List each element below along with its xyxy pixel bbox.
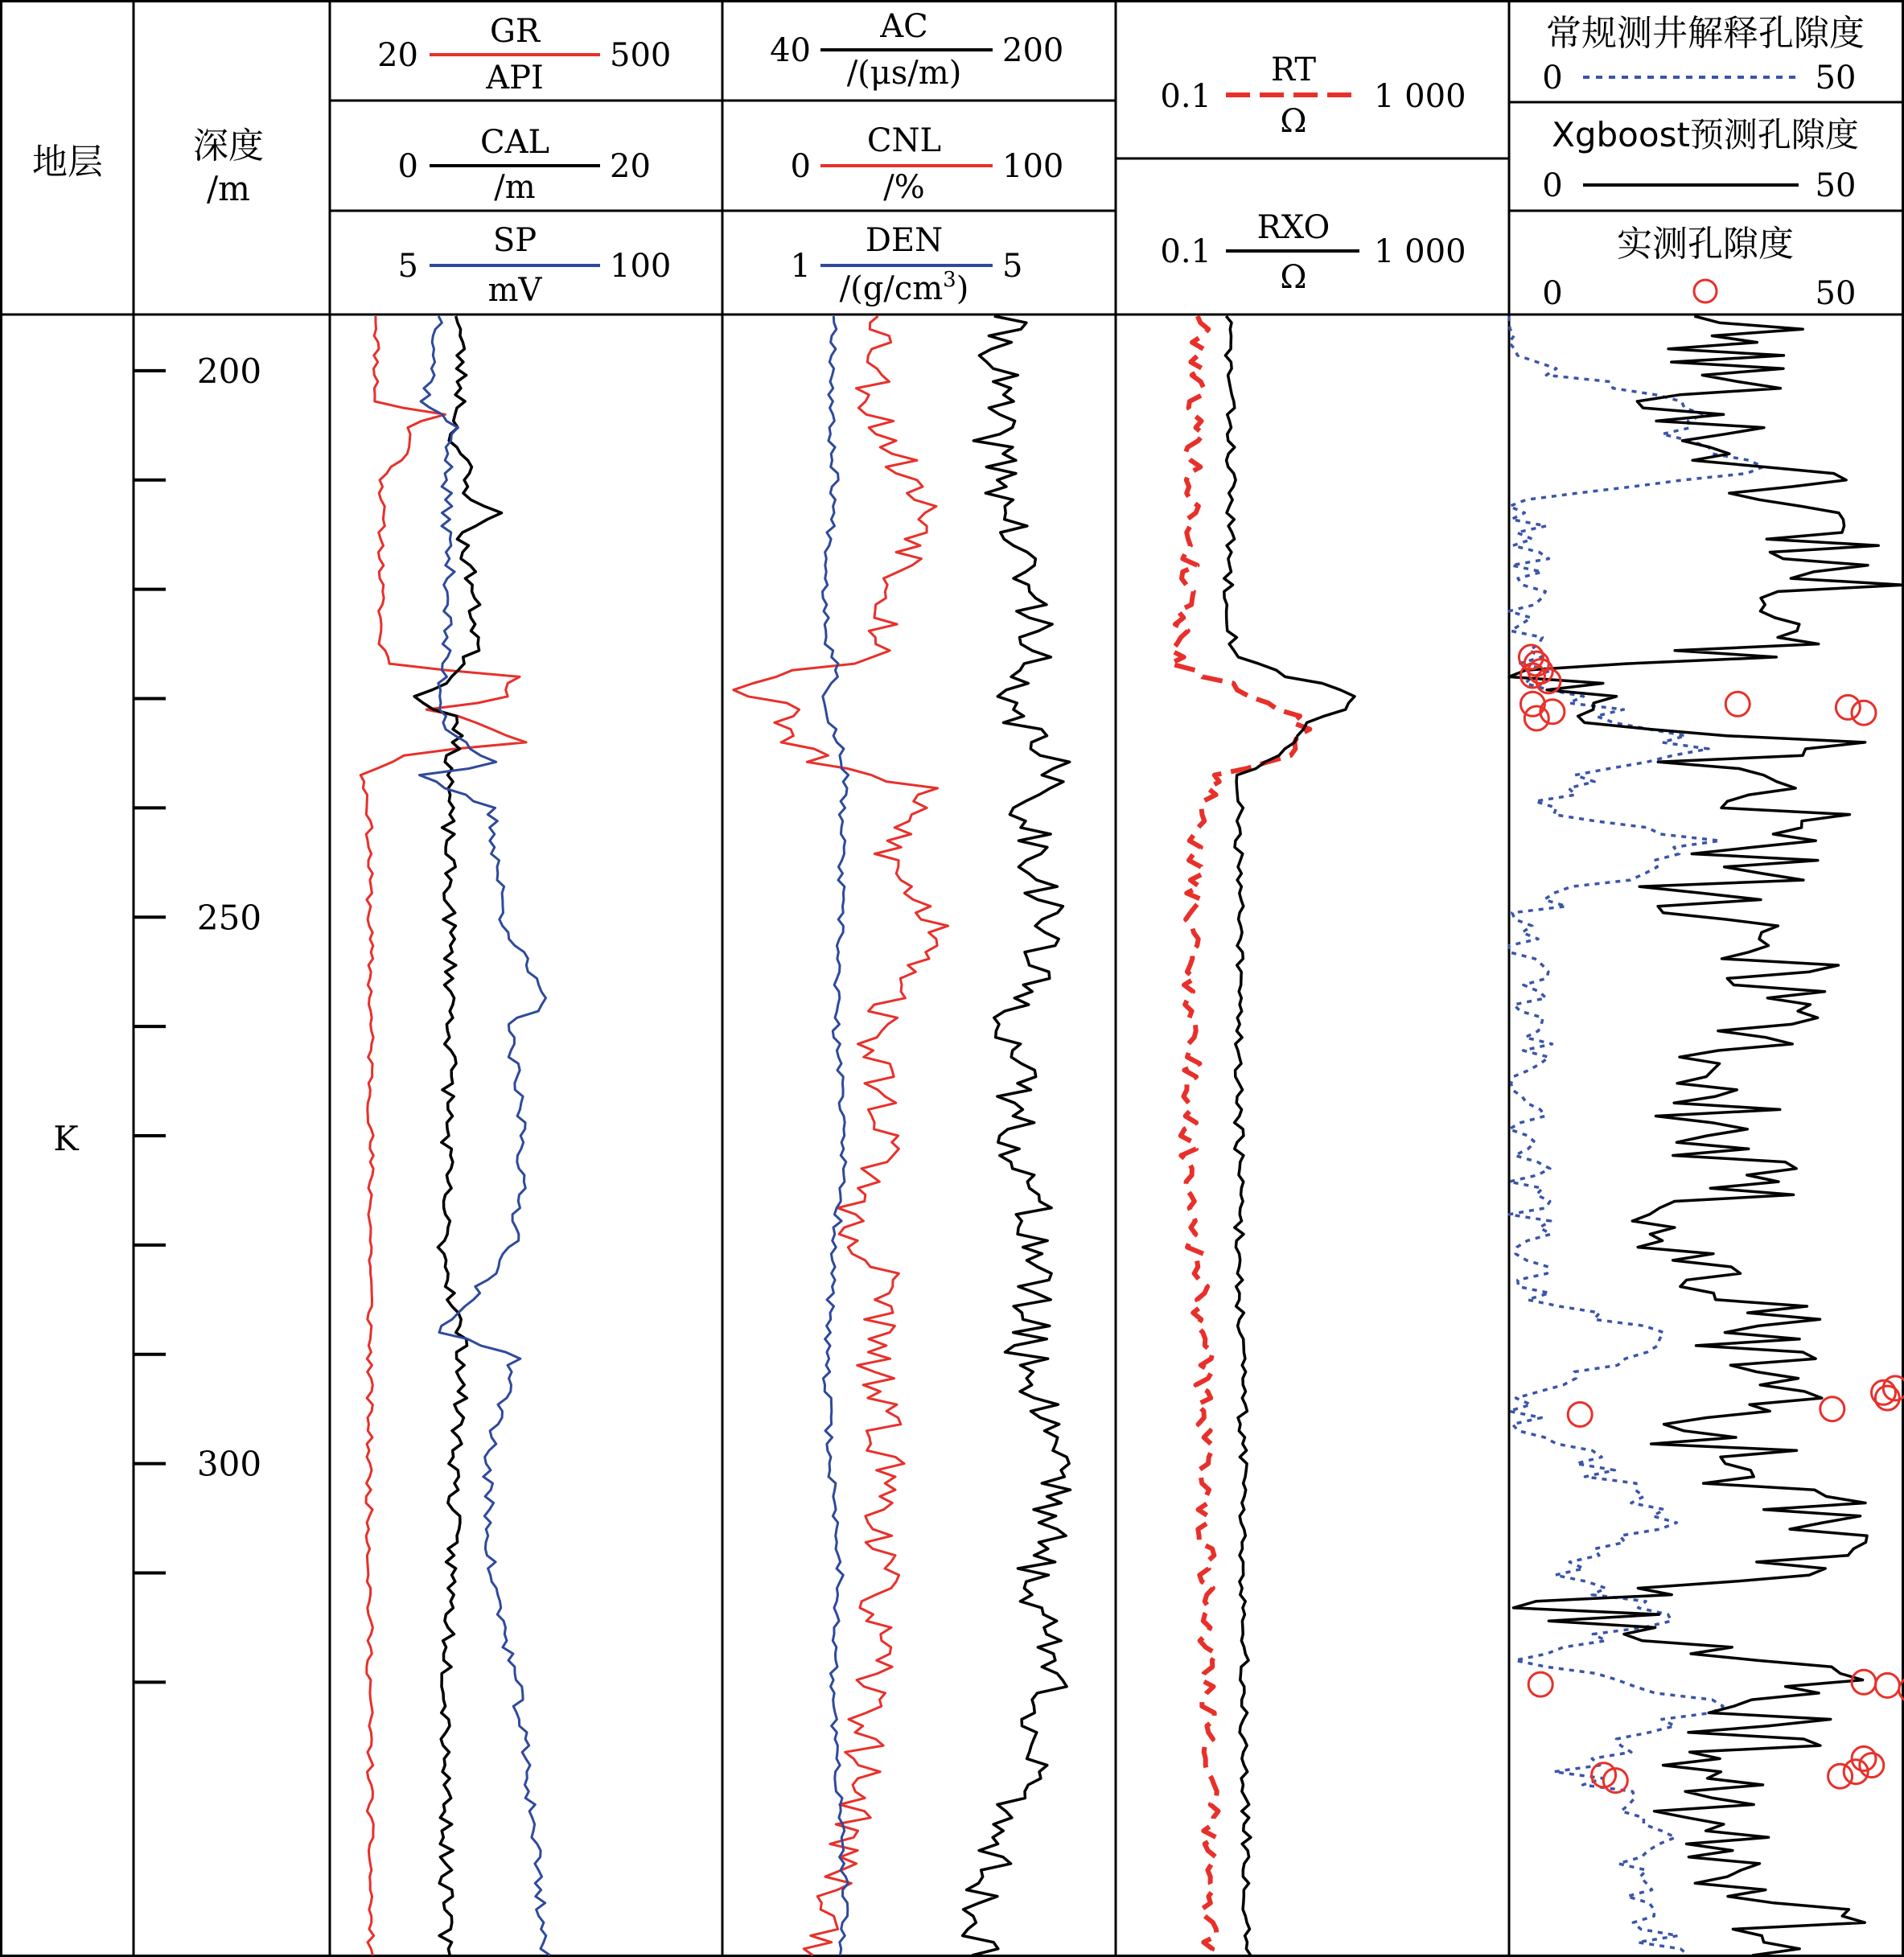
measured-porosity-point xyxy=(1860,1753,1884,1778)
gr-max: 500 xyxy=(610,37,672,74)
cal-max: 20 xyxy=(610,148,651,185)
meas-name: 实测孔隙度 xyxy=(1617,224,1794,265)
measured-porosity-point xyxy=(1540,700,1565,724)
measured-porosity-point xyxy=(1528,1672,1552,1696)
measured-porosity-point xyxy=(1568,1403,1592,1427)
cal-min: 0 xyxy=(397,148,418,185)
cnl-name: CNL xyxy=(866,122,942,159)
ac-unit: /(μs/m) xyxy=(846,55,962,92)
curve-den xyxy=(823,316,849,1955)
gr-unit: API xyxy=(486,60,544,97)
formation-name: K xyxy=(53,1119,79,1158)
rxo-max: 1 000 xyxy=(1374,233,1466,270)
rt-min: 0.1 xyxy=(1160,78,1211,115)
den-unit-main: /(g/cm xyxy=(839,270,944,307)
curve-ac xyxy=(963,316,1071,1955)
table-frame xyxy=(2,2,1903,1956)
rt-max: 1 000 xyxy=(1374,78,1466,115)
xgb-min: 0 xyxy=(1542,167,1563,204)
rxo-min: 0.1 xyxy=(1160,233,1211,270)
cnl-unit: /% xyxy=(883,169,925,206)
curve-sp xyxy=(419,316,550,1955)
den-unit-close: ) xyxy=(956,270,969,307)
ac-name: AC xyxy=(880,8,928,45)
meas-legend xyxy=(1542,224,1856,312)
track3-header xyxy=(1160,51,1466,296)
curve-cnl xyxy=(734,316,948,1955)
curves-layer xyxy=(360,316,1903,1955)
xgb-legend xyxy=(1542,115,1859,204)
depth-tick-label: 250 xyxy=(196,898,262,938)
cnl-min: 0 xyxy=(790,148,811,185)
measured-porosity-point xyxy=(1875,1673,1899,1697)
xgb-max: 50 xyxy=(1815,167,1857,204)
rxo-legend xyxy=(1160,209,1466,296)
cal-unit: /m xyxy=(494,169,536,206)
cal-name: CAL xyxy=(479,124,550,161)
cal-legend xyxy=(398,124,651,206)
sp-legend xyxy=(398,222,672,309)
curve-rt xyxy=(1170,316,1310,1955)
rt-unit: Ω xyxy=(1280,103,1307,140)
track1-header xyxy=(377,13,671,309)
den-min: 1 xyxy=(790,248,811,285)
sp-max: 100 xyxy=(610,248,672,285)
cnl-legend xyxy=(791,122,1064,206)
formation-header: 地层 xyxy=(32,142,103,183)
xgb-name: Xgboost预测孔隙度 xyxy=(1552,115,1859,154)
track2-header xyxy=(770,8,1063,307)
depth-unit: /m xyxy=(207,169,250,208)
den-unit xyxy=(840,268,969,307)
measured-porosity-point xyxy=(1852,1670,1876,1694)
rxo-unit: Ω xyxy=(1280,259,1307,296)
curve-rxo xyxy=(1224,316,1355,1955)
gr-legend xyxy=(377,13,671,97)
meas-legend-marker xyxy=(1694,280,1717,302)
ac-min: 40 xyxy=(770,32,811,69)
cnl-max: 100 xyxy=(1002,148,1064,185)
depth-tick-label: 300 xyxy=(196,1444,262,1484)
ac-max: 200 xyxy=(1002,32,1064,69)
depth-axis xyxy=(134,352,261,1682)
measured-porosity-point xyxy=(1852,701,1876,725)
den-legend xyxy=(791,222,1023,307)
measured-porosity-point xyxy=(1820,1397,1844,1421)
den-max: 5 xyxy=(1002,248,1023,285)
den-name: DEN xyxy=(865,222,944,259)
gr-name: GR xyxy=(489,13,541,50)
rt-legend xyxy=(1160,51,1466,140)
sp-unit: mV xyxy=(487,272,542,309)
depth-header: 深度 xyxy=(193,125,264,167)
conv-max: 50 xyxy=(1815,60,1857,97)
den-unit-sup: 3 xyxy=(943,268,956,292)
conv-min: 0 xyxy=(1542,60,1563,97)
measured-porosity-point xyxy=(1524,706,1548,730)
measured-porosity-point xyxy=(1725,692,1750,716)
meas-max: 50 xyxy=(1815,275,1857,312)
rt-name: RT xyxy=(1270,51,1317,88)
rxo-name: RXO xyxy=(1256,209,1330,246)
sp-min: 5 xyxy=(397,248,418,285)
conv-legend xyxy=(1542,13,1865,97)
curve-cal xyxy=(414,316,501,1955)
gr-min: 20 xyxy=(377,37,418,74)
conv-name: 常规测井解释孔隙度 xyxy=(1546,13,1865,54)
measured-porosity-point xyxy=(1836,695,1860,719)
ac-legend xyxy=(770,8,1063,92)
sp-name: SP xyxy=(492,222,537,259)
depth-tick-label: 200 xyxy=(196,351,262,391)
track4-header xyxy=(1542,13,1865,312)
measured-porosity-point xyxy=(1828,1764,1853,1788)
curve-xgboost-porosity xyxy=(1509,316,1903,1955)
meas-min: 0 xyxy=(1542,275,1563,312)
